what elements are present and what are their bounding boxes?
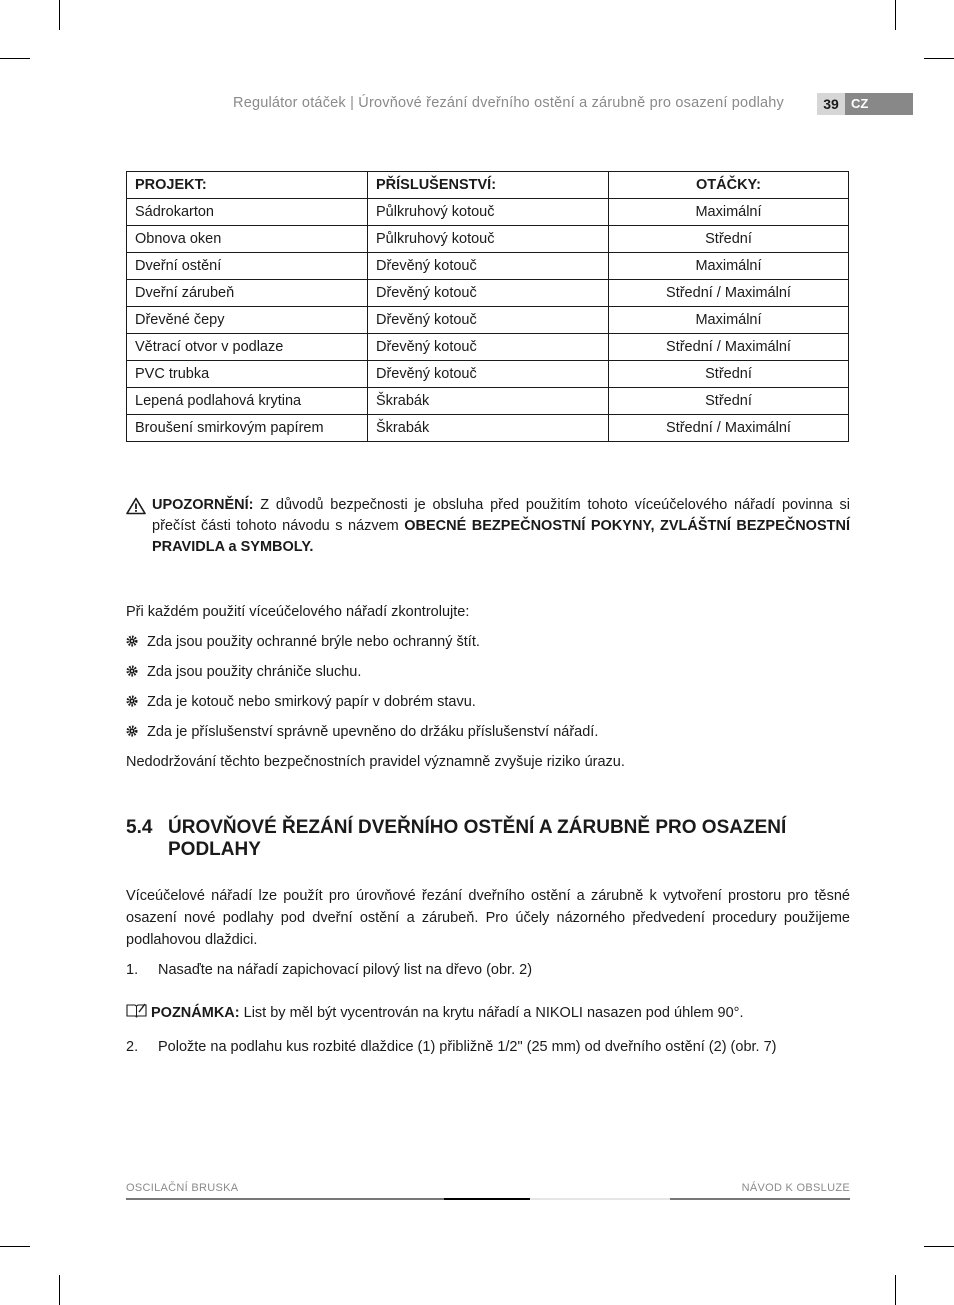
list-item — [126, 632, 850, 652]
table-cell-speed: Střední / Maximální — [609, 334, 849, 361]
crop-mark — [0, 58, 30, 59]
table-row — [127, 226, 849, 253]
numbered-step — [126, 960, 850, 980]
table-cell-project: Dveřní zárubeň — [127, 280, 368, 307]
footer-rule — [126, 1198, 850, 1200]
accessory-speed-table — [126, 171, 849, 442]
gear-bullet-icon — [126, 695, 138, 707]
warning-label: UPOZORNĚNÍ: — [152, 497, 254, 513]
warning-emphasis: OBECNÉ BEZPEČNOSTNÍ POKYNY, ZVLÁŠTNÍ BEZPEČNOSTNÍ PRAVIDLA a SYMBOLY. — [152, 518, 850, 555]
table-cell-accessory: Půlkruhový kotouč — [368, 199, 609, 226]
table-cell-accessory: Půlkruhový kotouč — [368, 226, 609, 253]
footer-rule-segment — [530, 1198, 670, 1200]
table-cell-accessory: Dřevěný kotouč — [368, 361, 609, 388]
table-cell-accessory: Dřevěný kotouč — [368, 334, 609, 361]
checklist-outro: Nedodržování těchto bezpečnostních pravidel významně zvyšuje riziko úrazu. — [126, 754, 625, 770]
table-cell-project: Sádrokarton — [127, 199, 368, 226]
list-item-text: Zda je příslušenství správně upevněno do držáku příslušenství nářadí. — [147, 724, 599, 740]
table-cell-speed: Střední — [609, 226, 849, 253]
table-cell-speed: Střední — [609, 388, 849, 415]
table-cell-project: Větrací otvor v podlaze — [127, 334, 368, 361]
crop-mark — [59, 0, 60, 30]
list-item-text: Zda je kotouč nebo smirkový papír v dobrém stavu. — [147, 694, 476, 710]
running-header-title: Regulátor otáček | Úrovňové řezání dveřního ostění a zárubně pro osazení podlahy — [233, 95, 784, 111]
table-header-project: PROJEKT: — [127, 172, 368, 199]
table-cell-accessory: Škrabák — [368, 388, 609, 415]
table-row — [127, 415, 849, 442]
table-cell-project: PVC trubka — [127, 361, 368, 388]
step-number: 2. — [126, 1039, 139, 1055]
table-cell-speed: Střední / Maximální — [609, 280, 849, 307]
crop-mark — [924, 58, 954, 59]
table-cell-project: Obnova oken — [127, 226, 368, 253]
safety-warning — [126, 495, 850, 558]
table-header-row — [127, 172, 849, 199]
section-number: 5.4 — [126, 817, 153, 838]
language-badge: CZ — [845, 93, 913, 115]
book-note-icon — [126, 1003, 147, 1018]
table-cell-project: Dřevěné čepy — [127, 307, 368, 334]
table-cell-accessory: Dřevěný kotouč — [368, 307, 609, 334]
table-cell-speed: Střední / Maximální — [609, 415, 849, 442]
footer-rule-segment — [444, 1198, 530, 1200]
table-row — [127, 253, 849, 280]
table-cell-accessory: Dřevěný kotouč — [368, 280, 609, 307]
crop-mark — [924, 1246, 954, 1247]
warning-text: Z důvodů bezpečnosti je obsluha před použitím tohoto víceúčelového nářadí povinna si přečíst části tohoto návodu s názvem — [152, 497, 850, 534]
step-text: Nasaďte na nářadí zapichovací pilový list na dřevo (obr. 2) — [158, 962, 533, 978]
list-item — [126, 662, 850, 682]
footer-product-name: OSCILAČNÍ BRUSKA — [126, 1182, 239, 1194]
gear-bullet-icon — [126, 725, 138, 737]
crop-mark — [895, 1275, 896, 1305]
list-item — [126, 692, 850, 712]
section-title: ÚROVŇOVÉ ŘEZÁNÍ DVEŘNÍHO OSTĚNÍ A ZÁRUBNĚ PRO OSAZENÍ PODLAHY — [168, 817, 787, 860]
crop-mark — [59, 1275, 60, 1305]
table-row — [127, 307, 849, 334]
crop-mark — [0, 1246, 30, 1247]
table-row — [127, 199, 849, 226]
table-row — [127, 388, 849, 415]
footer-manual-title: NÁVOD K OBSLUZE — [741, 1182, 850, 1194]
section-intro: Víceúčelové nářadí lze použít pro úrovňové řezání dveřního ostění a zárubně k vytvoření prostoru pro těsné osazení nové podlahy pod dveřní ostění a zárubeň. Pro účely názorného předvedení procedury použijeme podlahovou dlaždici. — [126, 888, 850, 948]
table-cell-speed: Maximální — [609, 199, 849, 226]
gear-bullet-icon — [126, 665, 138, 677]
section-heading — [126, 817, 850, 861]
note-label: POZNÁMKA: — [151, 1005, 240, 1021]
table-cell-speed: Maximální — [609, 307, 849, 334]
note-text: List by měl být vycentrován na krytu nářadí a NIKOLI nasazen pod úhlem 90°. — [239, 1005, 744, 1021]
table-cell-project: Broušení smirkovým papírem — [127, 415, 368, 442]
table-header-speed: OTÁČKY: — [609, 172, 849, 199]
table-cell-speed: Střední — [609, 361, 849, 388]
table-row — [127, 361, 849, 388]
gear-bullet-icon — [126, 635, 138, 647]
table-cell-accessory: Škrabák — [368, 415, 609, 442]
table-cell-project: Dveřní ostění — [127, 253, 368, 280]
list-item-text: Zda jsou použity chrániče sluchu. — [147, 664, 362, 680]
table-cell-accessory: Dřevěný kotouč — [368, 253, 609, 280]
crop-mark — [895, 0, 896, 30]
table-row — [127, 280, 849, 307]
checklist-intro: Při každém použití víceúčelového nářadí zkontrolujte: — [126, 604, 470, 620]
footer-rule-segment — [126, 1198, 444, 1200]
table-header-accessory: PŘÍSLUŠENSTVÍ: — [368, 172, 609, 199]
table-cell-speed: Maximální — [609, 253, 849, 280]
warning-triangle-icon — [126, 497, 146, 515]
table-row — [127, 334, 849, 361]
page-number: 39 — [817, 93, 845, 115]
table-cell-project: Lepená podlahová krytina — [127, 388, 368, 415]
numbered-step — [126, 1037, 850, 1057]
footer-rule-segment — [670, 1198, 850, 1200]
list-item-text: Zda jsou použity ochranné brýle nebo ochranný štít. — [147, 634, 480, 650]
step-text: Položte na podlahu kus rozbité dlaždice (1) přibližně 1/2" (25 mm) od dveřního ostění (2) (obr. 7) — [158, 1039, 777, 1055]
list-item — [126, 722, 850, 742]
note — [126, 1003, 850, 1023]
step-number: 1. — [126, 962, 139, 978]
